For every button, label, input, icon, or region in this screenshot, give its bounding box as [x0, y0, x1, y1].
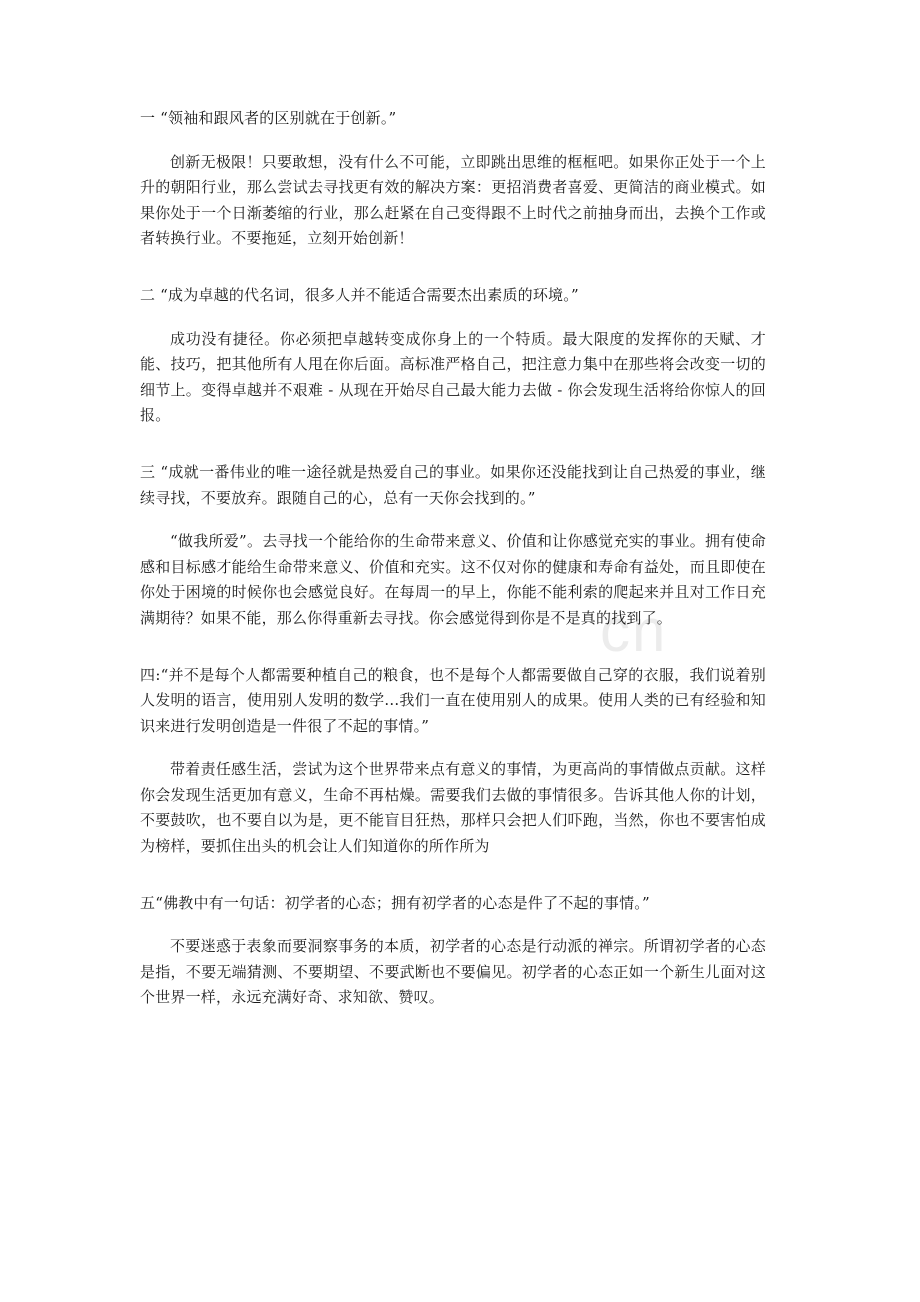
section-1-heading: 一 “领袖和跟风者的区别就在于创新。”	[140, 109, 397, 127]
section-1-body: 创新无极限！只要敢想，没有什么不可能，立即跳出思维的框框吧。如果你正处于一个上升的朝阳行业，那么尝试去寻找更有效的解决方案：更招消费者喜爱、更简洁的商业模式。如果你处于一个日渐萎缩的行业，那么赶紧在自己变得跟不上时代之前抽身而出，去换个工作或者转换行业。不要拖延，立刻开始创新！	[140, 152, 766, 248]
section-5-body: 不要迷惑于表象而要洞察事务的本质，初学者的心态是行动派的禅宗。所谓初学者的心态是指，不要无端猜测、不要期望、不要武断也不要偏见。初学者的心态正如一个新生儿面对这个世界一样，永远充满好奇、求知欲、赞叹。	[140, 937, 766, 1007]
watermark: cn	[600, 597, 668, 664]
section-3-body: “做我所爱”。去寻找一个能给你的生命带来意义、价值和让你感觉充实的事业。拥有使命感和目标感才能给生命带来意义、价值和充实。这不仅对你的健康和寿命有益处，而且即使在你处于困境的时候你也会感觉良好。在每周一的早上，你能不能利索的爬起来并且对工作日充满期待？如果不能，那么你得重新去寻找。你会感觉得到你是不是真的找到了。	[140, 532, 766, 627]
document-body	[140, 106, 766, 1042]
section-2-body: 成功没有捷径。你必须把卓越转变成你身上的一个特质。最大限度的发挥你的天赋、才能、技巧，把其他所有人甩在你后面。高标准严格自己，把注意力集中在那些将会改变一切的细节上。变得卓越并不艰难 - 从现在开始尽自己最大能力去做 - 你会发现生活将给你惊人的回报。	[140, 329, 766, 425]
section-2-heading: 二 “成为卓越的代名词，很多人并不能适合需要杰出素质的环境。”	[140, 285, 579, 304]
section-4-heading: 四:“并不是每个人都需要种植自己的粮食，也不是每个人都需要做自己穿的衣服，我们说着别人发明的语言，使用别人发明的数学...我们一直在使用别人的成果。使用人类的已有经验和知识来进行发明创造是一件很了不起的事情。”	[140, 665, 766, 735]
section-5-heading: 五“佛教中有一句话：初学者的心态；拥有初学者的心态是件了不起的事情。”	[140, 893, 650, 912]
section-4-body: 带着责任感生活，尝试为这个世界带来点有意义的事情，为更高尚的事情做点贡献。这样你会发现生活更加有意义，生命不再枯燥。需要我们去做的事情很多。告诉其他人你的计划，不要鼓吹，也不要自以为是，更不能盲目狂热，那样只会把人们吓跑，当然，你也不要害怕成为榜样，要抓住出头的机会让人们知道你的所作所为	[140, 760, 766, 856]
section-3-heading: 三 “成就一番伟业的唯一途径就是热爱自己的事业。如果你还没能找到让自己热爱的事业，继续寻找，不要放弃。跟随自己的心，总有一天你会找到的。”	[140, 462, 766, 507]
